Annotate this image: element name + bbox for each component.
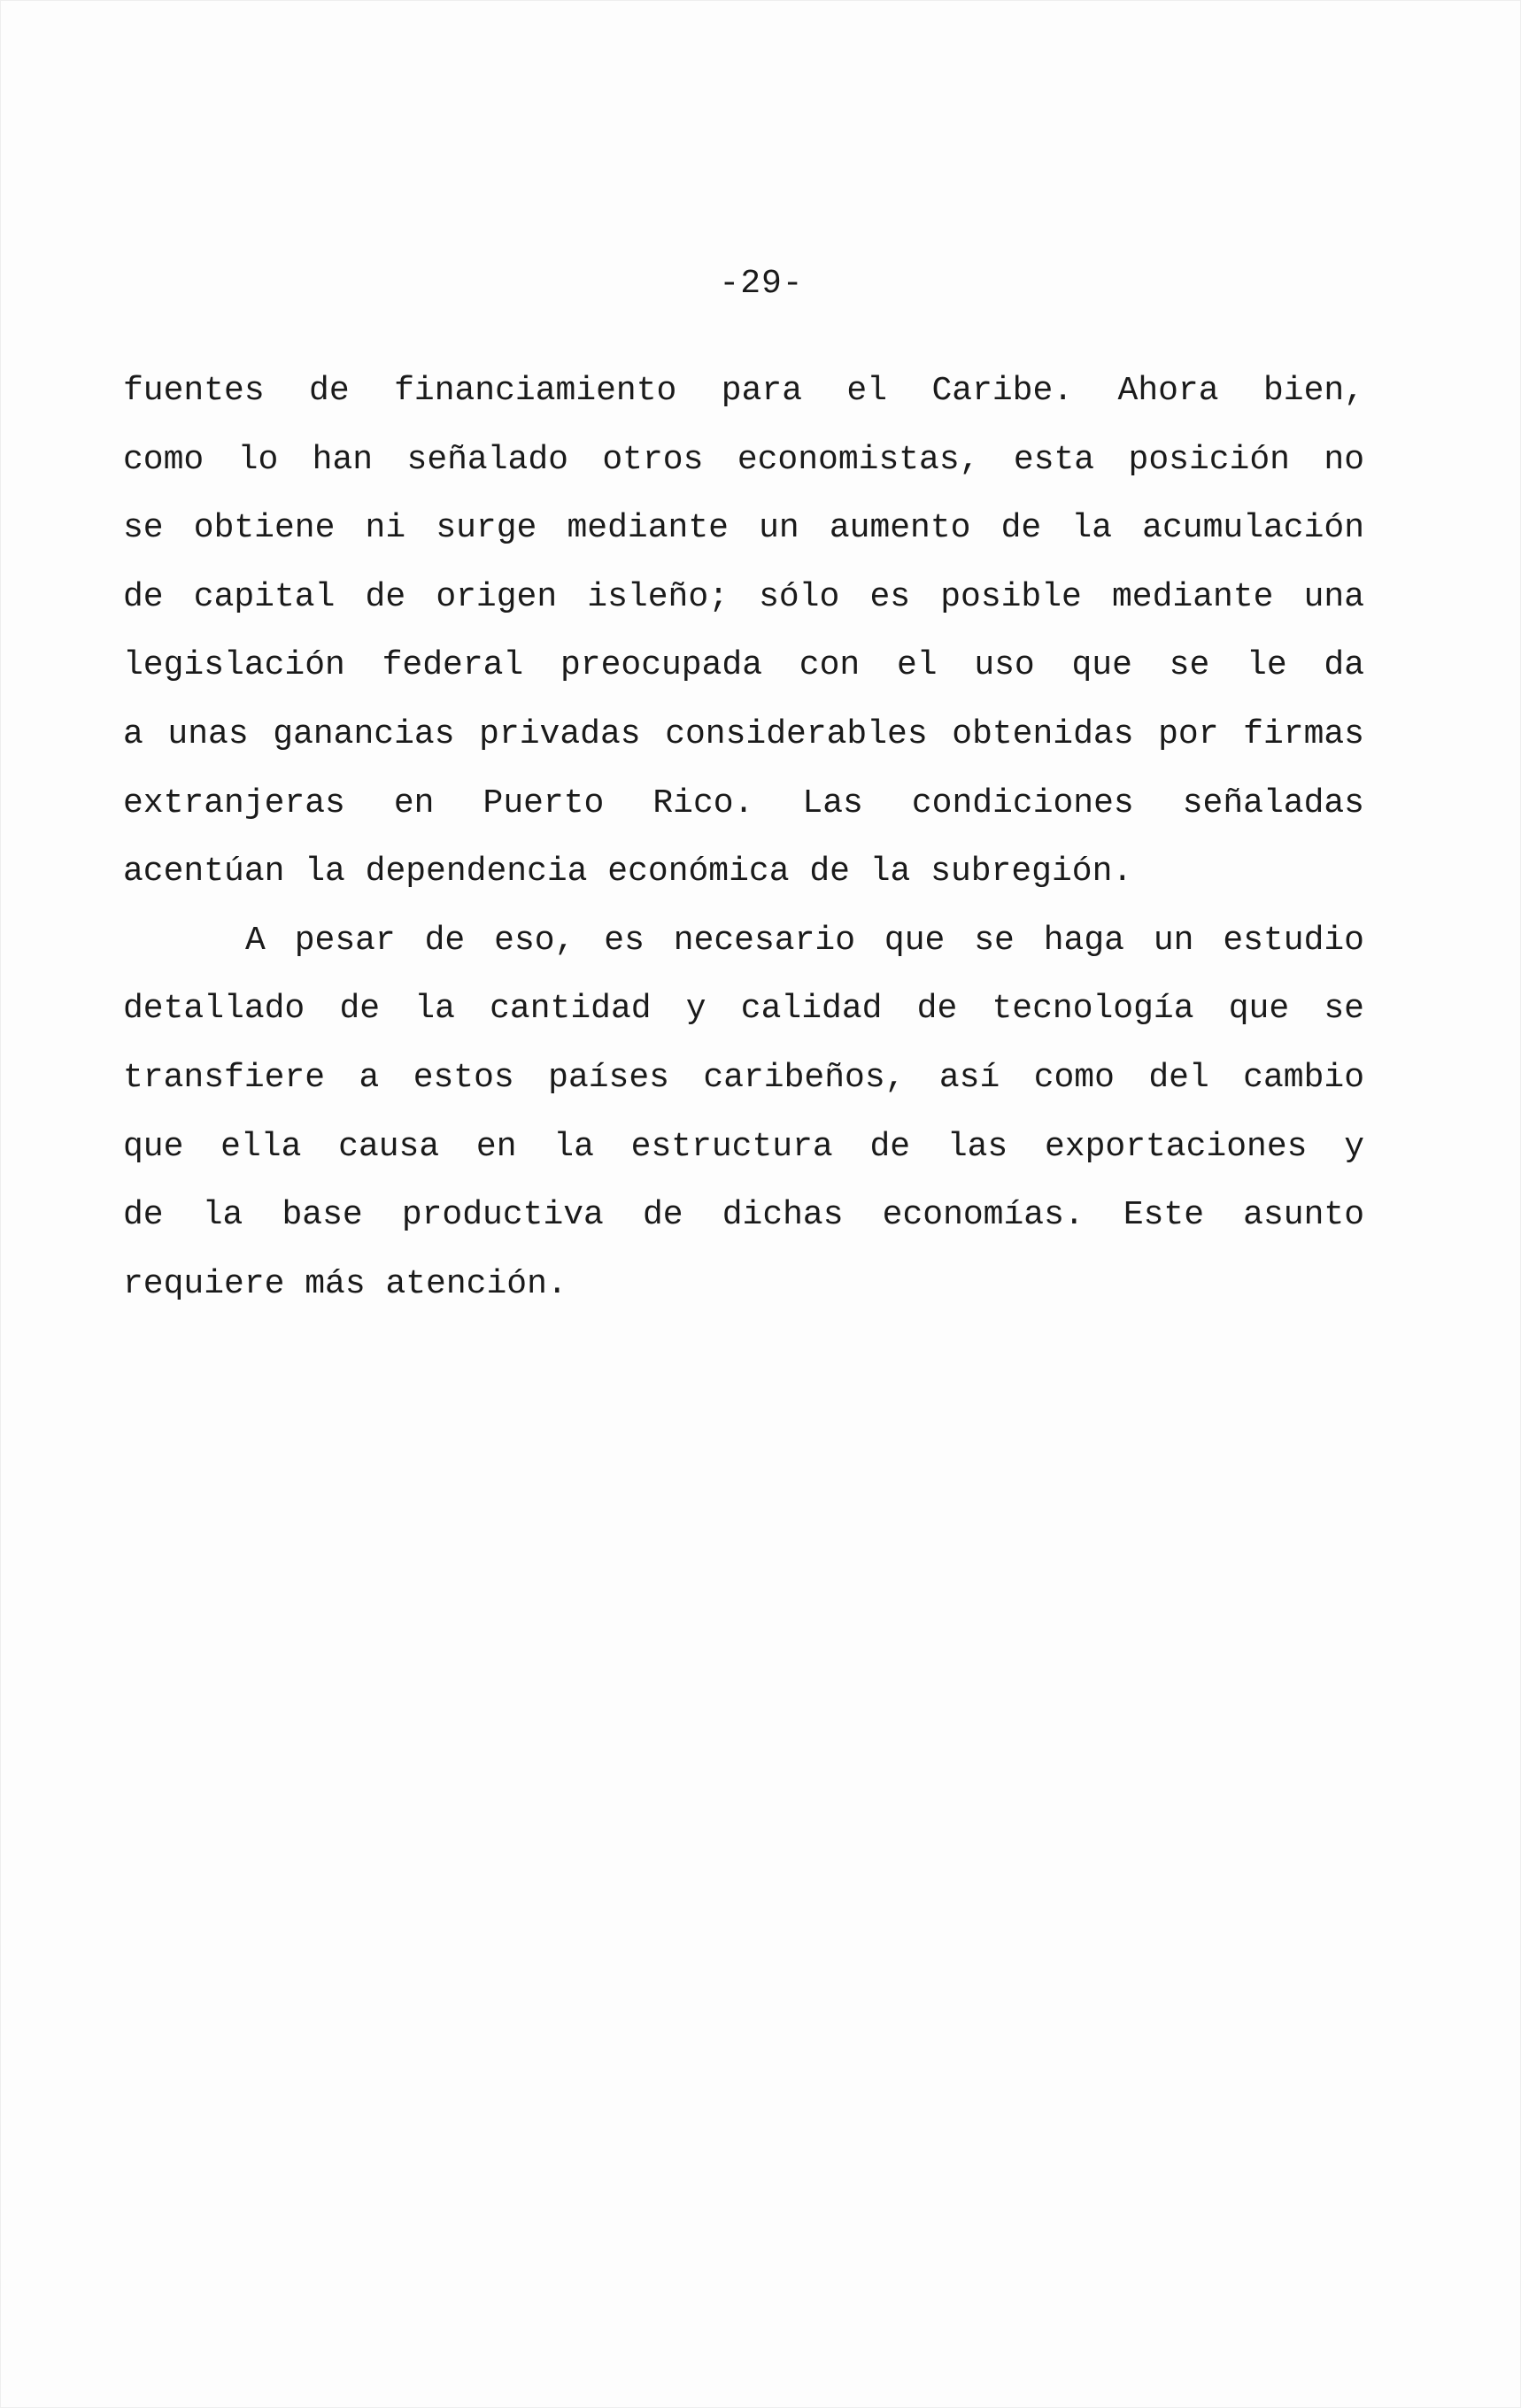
body-text: [123, 364, 1364, 1325]
text-line: como lo han señalado otros economistas, esta posición no: [123, 440, 1364, 479]
text-line: acentúan la dependencia económica de la subregión.: [123, 853, 1133, 891]
text-line: se obtiene ni surge mediante un aumento de la acumulación: [123, 509, 1364, 548]
text-line: extranjeras en Puerto Rico. Las condiciones señaladas: [123, 783, 1364, 822]
text-line: a unas ganancias privadas considerables obtenidas por firmas: [123, 714, 1364, 753]
text-line: A pesar de eso, es necesario que se haga un estudio: [245, 921, 1364, 960]
text-line: de la base productiva de dichas economías. Este asunto: [123, 1196, 1364, 1235]
text-line: transfiere a estos países caribeños, así como del cambio: [123, 1058, 1364, 1097]
text-line: que ella causa en la estructura de las exportaciones y: [123, 1127, 1364, 1166]
text-line: requiere más atención.: [123, 1264, 567, 1303]
page-number: -29-: [719, 265, 804, 303]
text-line: legislación federal preocupada con el uso que se le da: [123, 646, 1364, 685]
text-line: de capital de origen isleño; sólo es posible mediante una: [123, 577, 1364, 616]
text-line: fuentes de financiamiento para el Caribe. Ahora bien,: [123, 372, 1364, 410]
text-line: detallado de la cantidad y calidad de tecnología que se: [123, 990, 1364, 1029]
paragraph-1: [123, 364, 1364, 914]
paragraph-2: [123, 914, 1364, 1326]
